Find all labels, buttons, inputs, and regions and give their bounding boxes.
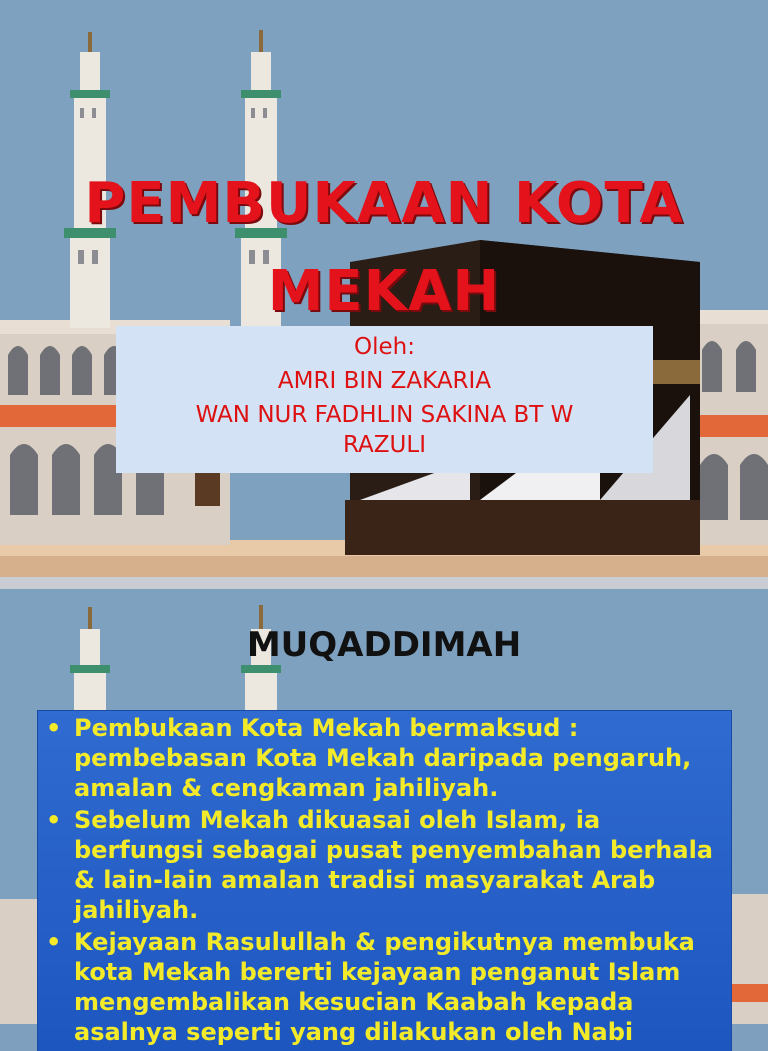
slide-title-line2: MEKAH <box>267 259 501 324</box>
bullet-list <box>38 713 731 1047</box>
slide-title-line1: PEMBUKAAN KOTA <box>84 171 684 236</box>
by-label: Oleh: <box>354 334 415 360</box>
list-item: • Sebelum Mekah dikuasai oleh Islam, ia berfungsi sebagai pusat penyembahan berhala & lain-lain amalan tradisi masyarakat Arab jahiliyah. <box>46 806 713 924</box>
muqaddimah-slide <box>0 589 768 1046</box>
bullet-icon: • <box>46 714 62 742</box>
list-item: • Kejayaan Rasulullah & pengikutnya membuka kota Mekah bererti kejayaan penganut Islam mengembalikan kesucian Kaabah kepada asalnya seperti yang dilakukan oleh Nabi <box>46 928 695 1046</box>
list-item: • Pembukaan Kota Mekah bermaksud : pembebasan Kota Mekah daripada pengaruh, amalan & cengkaman jahiliyah. <box>46 714 692 802</box>
author-2-line1: WAN NUR FADHLIN SAKINA BT W <box>195 402 574 428</box>
section-heading: MUQADDIMAH <box>246 625 522 665</box>
author-1: AMRI BIN ZAKARIA <box>277 368 492 394</box>
author-2-line2: RAZULI <box>343 432 426 458</box>
authors-box <box>116 326 653 473</box>
content-panel <box>38 711 731 1051</box>
bullet-icon: • <box>46 928 62 956</box>
bullet-icon: • <box>46 806 62 834</box>
slide-separator <box>0 577 768 589</box>
